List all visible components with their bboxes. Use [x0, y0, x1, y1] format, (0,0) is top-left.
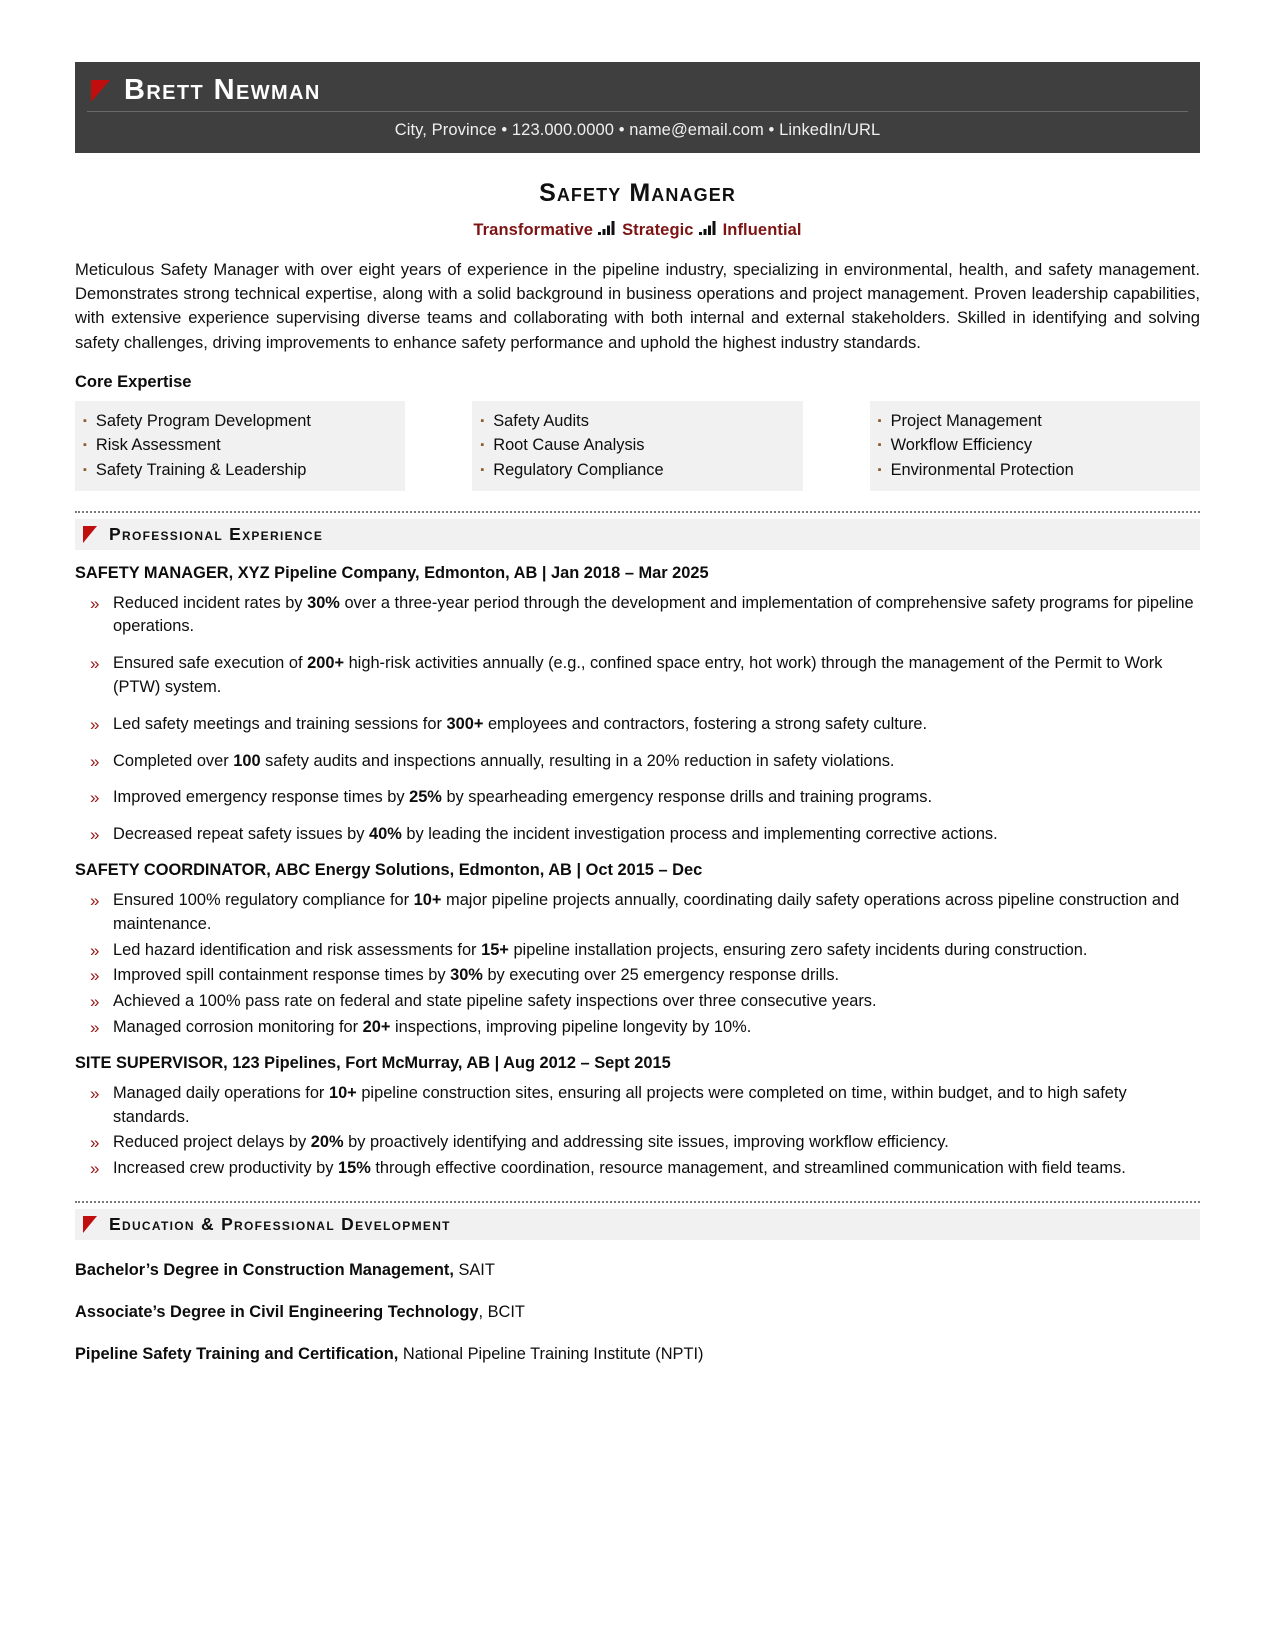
experience-bullet-text: Completed over 100 safety audits and inspections annually, resulting in a 20% reduction in safety violations.: [113, 751, 895, 770]
skill-item: [83, 433, 395, 458]
education-degree: Bachelor’s Degree in Construction Management,: [75, 1260, 454, 1279]
education-institution: , BCIT: [478, 1302, 525, 1321]
chevron-bullet-icon: »: [90, 593, 100, 613]
education-section-header: [75, 1201, 1200, 1240]
skill-label: Root Cause Analysis: [493, 436, 645, 455]
chevron-bullet-icon: »: [90, 940, 100, 960]
resume-masthead: [75, 62, 1200, 153]
skill-label: Environmental Protection: [890, 461, 1074, 480]
experience-bullet-text: Managed daily operations for 10+ pipeline construction sites, ensuring all projects were completed on time, within budget, and to high safety standards.: [113, 1083, 1127, 1126]
education-section-bar: [75, 1209, 1200, 1240]
square-bullet-icon: ▪: [480, 414, 485, 427]
experience-bullet-text: Increased crew productivity by 15% through effective coordination, resource management, and streamlined communication with field teams.: [113, 1159, 1126, 1178]
chevron-bullet-icon: »: [90, 825, 100, 845]
skill-item: [480, 409, 792, 434]
tagline-word-3: Influential: [722, 221, 802, 239]
experience-bullet: [75, 1016, 1200, 1040]
experience-section-title: Professional Experience: [109, 523, 324, 544]
chevron-bullet-icon: »: [90, 1083, 100, 1103]
experience-entry-heading: SAFETY MANAGER, XYZ Pipeline Company, Edmonton, AB | Jan 2018 – Mar 2025: [75, 563, 709, 582]
target-job-title: Safety Manager: [539, 179, 736, 207]
signal-bars-icon-2: [699, 221, 718, 235]
skill-label: Project Management: [890, 411, 1042, 430]
experience-bullet: [75, 889, 1200, 937]
experience-bullet-text: Managed corrosion monitoring for 20+ inspections, improving pipeline longevity by 10%.: [113, 1017, 752, 1036]
square-bullet-icon: ▪: [83, 439, 87, 452]
tagline-word-1: Transformative: [473, 221, 594, 239]
skill-label: Workflow Efficiency: [890, 436, 1033, 455]
core-expertise-column: [75, 401, 405, 491]
education-institution: SAIT: [453, 1260, 495, 1279]
square-bullet-icon: ▪: [480, 439, 485, 452]
experience-entry-heading: SAFETY COORDINATOR, ABC Energy Solutions, Edmonton, AB | Oct 2015 – Dec: [75, 861, 703, 880]
chevron-bullet-icon: »: [90, 1159, 100, 1179]
name-row: [75, 76, 1200, 111]
experience-bullet: [75, 1131, 1200, 1155]
skill-item: [878, 409, 1190, 434]
red-flag-icon-experience: [83, 526, 97, 543]
education-degree: Associate’s Degree in Civil Engineering Technology: [75, 1302, 479, 1321]
education-entry: [75, 1343, 1200, 1366]
experience-entry: [75, 564, 1200, 847]
experience-bullet: [75, 652, 1200, 700]
experience-bullet: [75, 1157, 1200, 1181]
square-bullet-icon: ▪: [480, 464, 485, 477]
skill-label: Safety Program Development: [95, 411, 311, 430]
education-institution: National Pipeline Training Institute (NPTI): [398, 1344, 704, 1363]
square-bullet-icon: ▪: [877, 414, 882, 427]
skill-label: Safety Training & Leadership: [95, 461, 307, 480]
chevron-bullet-icon: »: [90, 1017, 100, 1037]
experience-bullet-text: Led hazard identification and risk assessments for 15+ pipeline installation projects, ensuring zero safety incidents during construction.: [113, 940, 1088, 959]
square-bullet-icon: ▪: [83, 464, 87, 477]
experience-bullet-text: Reduced incident rates by 30% over a three-year period through the development and implementation of comprehensive safety programs for pipeline operations.: [113, 593, 1194, 636]
education-degree: Pipeline Safety Training and Certification,: [75, 1344, 399, 1363]
experience-list: [75, 564, 1200, 1181]
skill-label: Regulatory Compliance: [493, 461, 664, 480]
experience-bullet-text: Reduced project delays by 20% by proactively identifying and addressing site issues, improving workflow efficiency.: [113, 1133, 949, 1152]
chevron-bullet-icon: »: [90, 891, 100, 911]
experience-bullet: [75, 750, 1200, 774]
experience-bullet-text: Decreased repeat safety issues by 40% by leading the incident investigation process and implementing corrective actions.: [113, 825, 998, 844]
education-entry: [75, 1301, 1200, 1324]
experience-bullet: [75, 786, 1200, 810]
core-expertise-column: [870, 401, 1200, 491]
square-bullet-icon: ▪: [877, 464, 882, 477]
chevron-bullet-icon: »: [90, 1133, 100, 1153]
experience-bullet-text: Achieved a 100% pass rate on federal and state pipeline safety inspections over three consecutive years.: [113, 992, 877, 1011]
candidate-name: Brett Newman: [124, 74, 321, 106]
experience-bullet-text: Ensured 100% regulatory compliance for 10+ major pipeline projects annually, coordinating daily safety operations across pipeline construction and maintenance.: [113, 891, 1180, 933]
chevron-bullet-icon: »: [90, 654, 100, 674]
contact-line: City, Province • 123.000.0000 • name@email.com • LinkedIn/URL: [394, 121, 881, 139]
red-flag-icon-education: [83, 1216, 97, 1233]
experience-section-header: [75, 511, 1200, 550]
professional-summary: Meticulous Safety Manager with over eight years of experience in the pipeline industry, specializing in environmental, health, and safety management. Demonstrates strong technical expertise, along with a solid background in business operations and project management. Proven leadership capabilities, with extensive experience supervising diverse teams and collaborating with both internal and external stakeholders. Skilled in identifying and solving safety challenges, driving improvements to enhance safety performance and uphold the highest industry standards.: [75, 260, 1200, 352]
experience-bullet-text: Ensured safe execution of 200+ high-risk activities annually (e.g., confined space entry, hot work) through the management of the Permit to Work (PTW) system.: [113, 654, 1163, 697]
chevron-bullet-icon: »: [90, 714, 100, 734]
core-expertise-column: [472, 401, 802, 491]
chevron-bullet-icon: »: [90, 966, 100, 986]
core-expertise-heading: Core Expertise: [75, 372, 192, 391]
tagline-word-2: Strategic: [622, 221, 694, 239]
chevron-bullet-icon: »: [90, 751, 100, 771]
experience-bullet-list: [75, 592, 1200, 847]
education-entry: [75, 1259, 1200, 1282]
experience-bullet-text: Improved emergency response times by 25% by spearheading emergency response drills and training programs.: [113, 788, 933, 807]
skill-item: [480, 458, 792, 483]
experience-entry-heading: SITE SUPERVISOR, 123 Pipelines, Fort McMurray, AB | Aug 2012 – Sept 2015: [75, 1053, 671, 1072]
skill-item: [83, 458, 395, 483]
chevron-bullet-icon: »: [90, 992, 100, 1012]
core-expertise-columns: [75, 401, 1200, 491]
experience-bullet: [75, 823, 1200, 847]
red-flag-icon: [91, 80, 110, 102]
experience-bullet-text: Led safety meetings and training sessions for 300+ employees and contractors, fostering a strong safety culture.: [113, 714, 928, 733]
education-list: [75, 1259, 1200, 1366]
experience-bullet: [75, 592, 1200, 640]
experience-bullet: [75, 713, 1200, 737]
skill-item: [480, 433, 792, 458]
skill-item: [878, 458, 1190, 483]
experience-bullet: [75, 964, 1200, 988]
skill-item: [878, 433, 1190, 458]
education-section-title: Education & Professional Development: [109, 1213, 451, 1234]
square-bullet-icon: ▪: [877, 439, 882, 452]
experience-bullet: [75, 990, 1200, 1014]
experience-bullet: [75, 939, 1200, 963]
experience-bullet-text: Improved spill containment response times by 30% by executing over 25 emergency response drills.: [113, 966, 840, 985]
experience-bullet: [75, 1082, 1200, 1130]
experience-bullet-list: [75, 889, 1200, 1040]
experience-entry: [75, 1054, 1200, 1181]
skill-label: Safety Audits: [493, 411, 589, 430]
square-bullet-icon: ▪: [83, 414, 87, 427]
experience-section-bar: [75, 519, 1200, 550]
experience-entry: [75, 861, 1200, 1040]
tagline: [75, 221, 1200, 240]
skill-label: Risk Assessment: [95, 436, 221, 455]
signal-bars-icon: [598, 221, 617, 235]
chevron-bullet-icon: »: [90, 788, 100, 808]
experience-bullet-list: [75, 1082, 1200, 1181]
skill-item: [83, 409, 395, 434]
